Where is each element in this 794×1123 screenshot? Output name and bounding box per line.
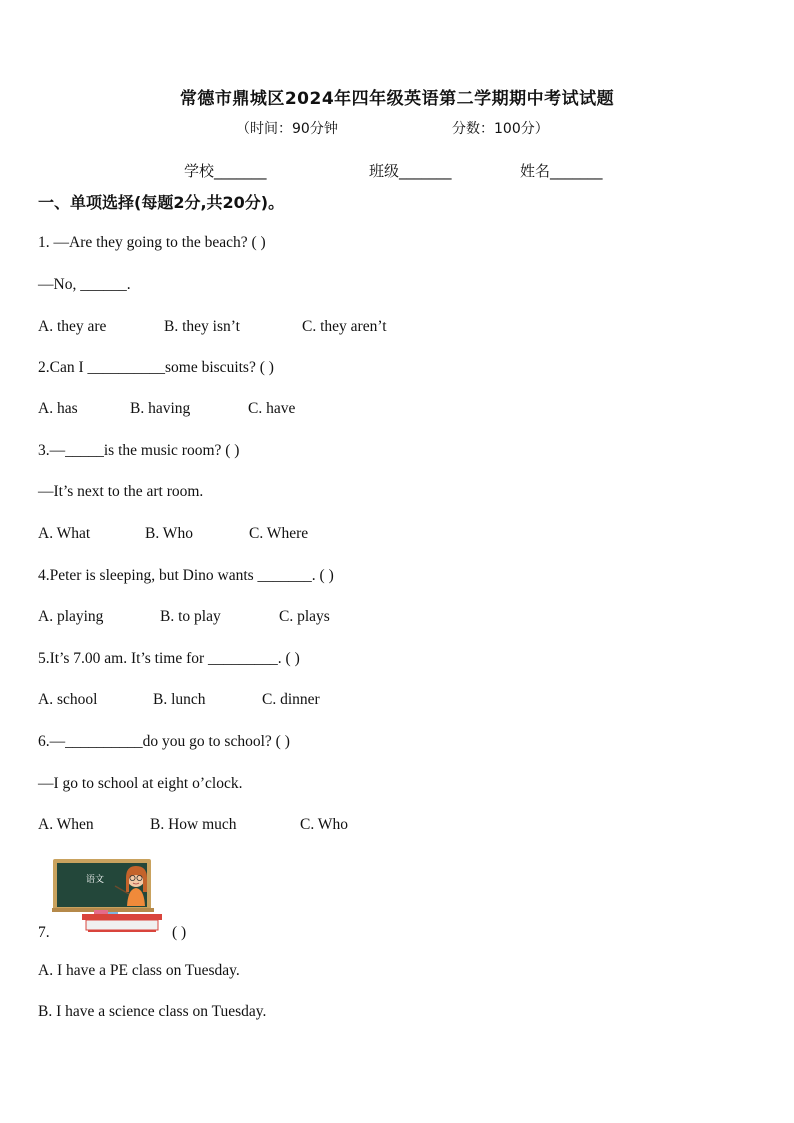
option-a: A. they are [38, 318, 107, 335]
question-1-options [38, 318, 387, 336]
option-c: C. dinner [262, 691, 320, 708]
option-b: B. How much [150, 816, 237, 833]
question-1: 1. —Are they going to the beach? ( ) [38, 234, 266, 251]
name-field: 姓名_______ [520, 162, 603, 180]
option-a: A. has [38, 400, 78, 417]
option-a: A. school [38, 691, 98, 708]
question-3-options [38, 525, 308, 543]
question-3: 3.—_____is the music room? ( ) [38, 442, 240, 459]
question-3-answer-line: —It’s next to the art room. [38, 483, 204, 500]
option-a: A. When [38, 816, 94, 833]
question-4-options [38, 608, 330, 626]
teacher-chalkboard-illustration [52, 858, 162, 932]
option-b: B. lunch [153, 691, 206, 708]
question-1-answer-line: —No, ______. [38, 276, 131, 293]
question-4: 4.Peter is sleeping, but Dino wants _______. ( ) [38, 567, 334, 584]
option-b: B. Who [145, 525, 193, 542]
exam-score: 分数：100分） [452, 121, 549, 137]
question-6-options [38, 816, 348, 834]
question-5: 5.It’s 7.00 am. It’s time for _________. ( ) [38, 650, 300, 667]
question-2: 2.Can I __________some biscuits? ( ) [38, 359, 274, 376]
question-5-options [38, 691, 320, 709]
option-c: C. they aren’t [302, 318, 387, 335]
option-c: C. plays [279, 608, 330, 625]
question-7-number: 7. [38, 924, 50, 941]
question-7-option-a: A. I have a PE class on Tuesday. [38, 962, 240, 979]
question-2-options [38, 400, 295, 418]
question-7-option-b: B. I have a science class on Tuesday. [38, 1003, 267, 1020]
option-a: A. What [38, 525, 91, 542]
option-b: B. they isn’t [164, 318, 240, 335]
page-title: 常德市鼎城区2024年四年级英语第二学期期中考试试题 [179, 89, 615, 109]
option-c: C. Who [300, 816, 348, 833]
class-field: 班级_______ [369, 162, 452, 180]
section-heading: 一、单项选择(每题2分,共20分)。 [38, 193, 285, 212]
school-field: 学校_______ [184, 162, 267, 180]
board-text: 语文 [86, 875, 105, 885]
question-6-answer-line: —I go to school at eight o’clock. [38, 775, 243, 792]
option-c: C. Where [249, 525, 309, 542]
question-6: 6.—__________do you go to school? ( ) [38, 733, 290, 750]
exam-time: （时间：90分钟 [236, 121, 338, 137]
option-a: A. playing [38, 608, 104, 625]
question-7-paren: ( ) [172, 924, 187, 941]
option-b: B. to play [160, 608, 221, 625]
option-c: C. have [248, 400, 296, 417]
option-b: B. having [130, 400, 191, 417]
